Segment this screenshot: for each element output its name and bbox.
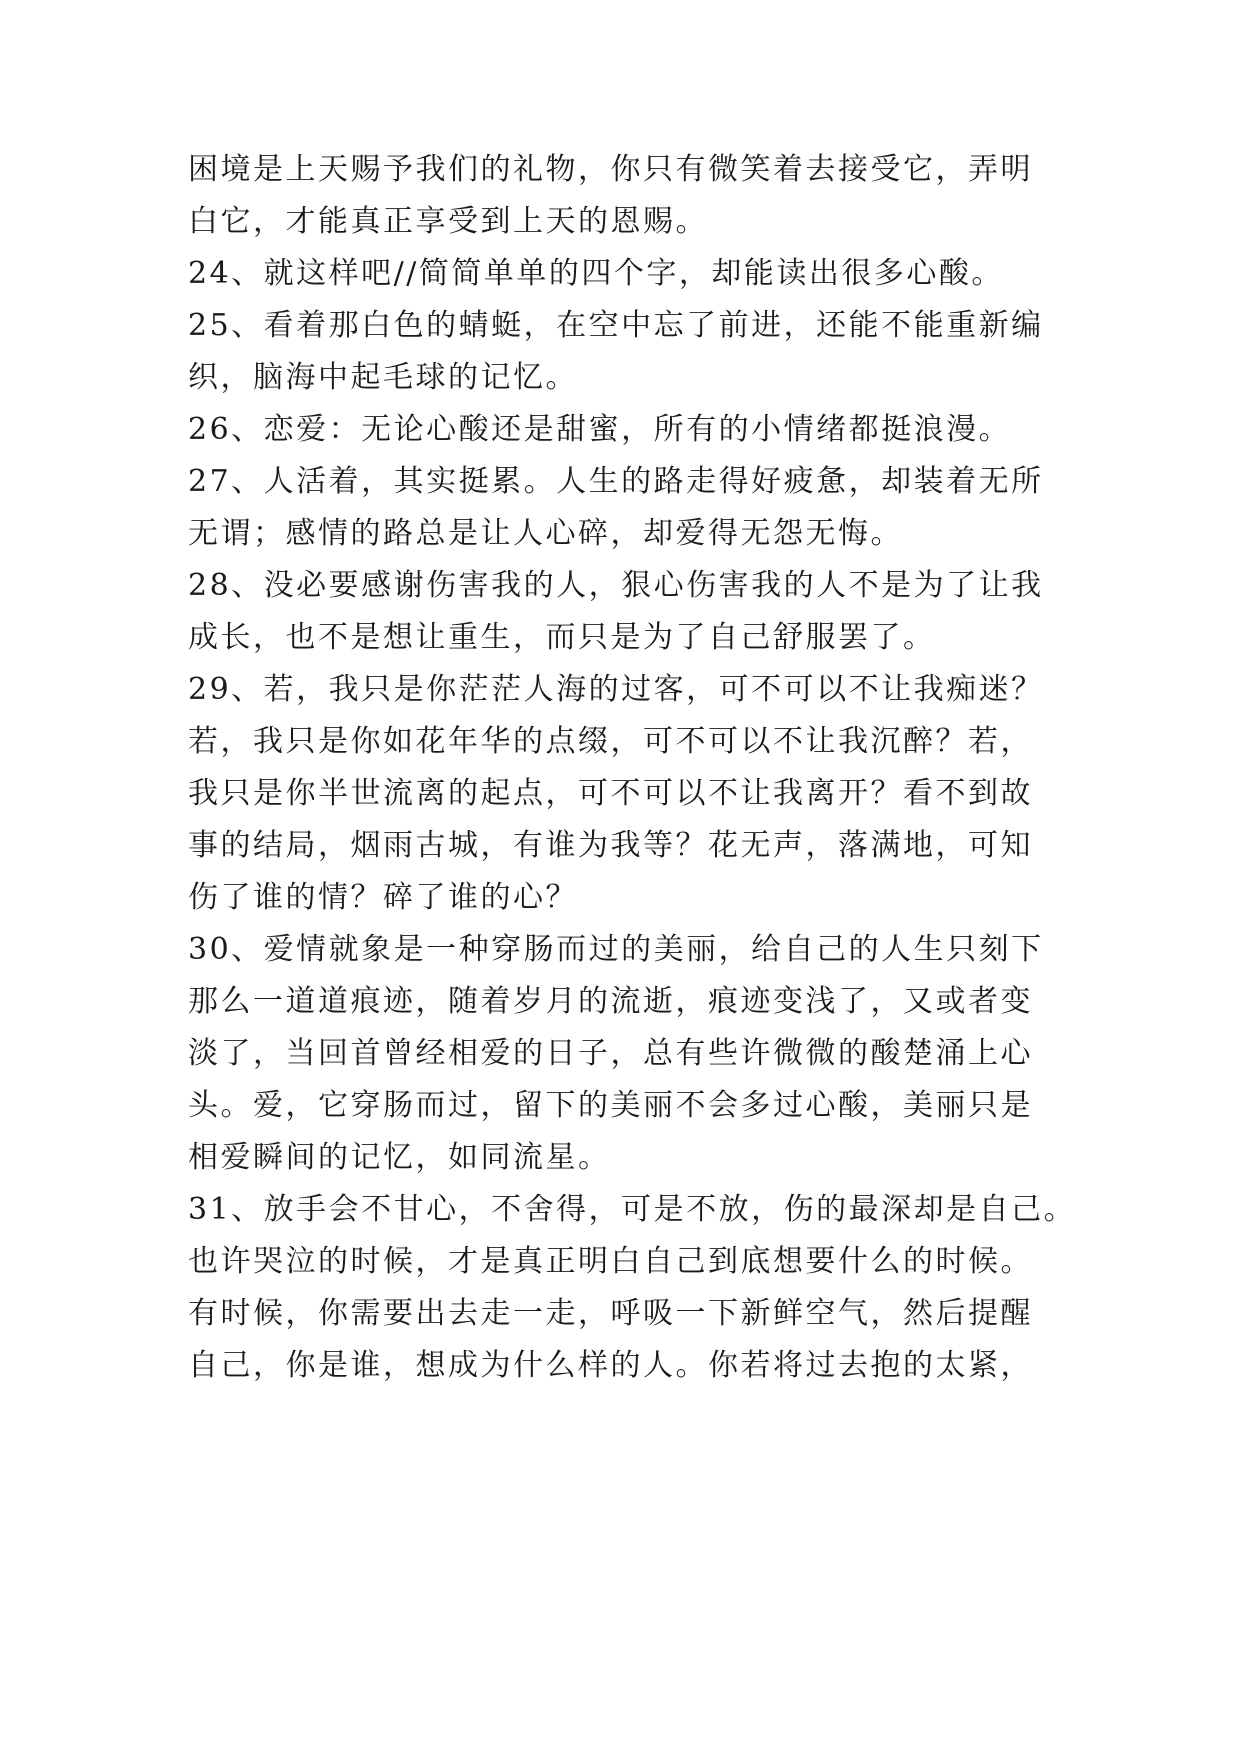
text-line: 25、看着那白色的蜻蜓，在空中忘了前进，还能不能重新编 [188,308,1044,343]
text-line: 28、没必要感谢伤害我的人，狠心伤害我的人不是为了让我 [188,568,1044,603]
text-line: 若，我只是你如花年华的点缀，可不可以不让我沉醉？若， [188,724,1033,759]
text-line: 自己，你是谁，想成为什么样的人。你若将过去抱的太紧， [188,1348,1033,1383]
text-line: 也许哭泣的时候，才是真正明白自己到底想要什么的时候。 [188,1244,1033,1279]
text-line: 相爱瞬间的记忆，如同流星。 [188,1140,611,1175]
text-line: 24、就这样吧//简简单单的四个字，却能读出很多心酸。 [188,256,1004,291]
text-line: 那么一道道痕迹，随着岁月的流逝，痕迹变浅了，又或者变 [188,984,1033,1019]
text-line: 27、人活着，其实挺累。人生的路走得好疲惫，却装着无所 [188,464,1044,499]
text-line: 有时候，你需要出去走一走，呼吸一下新鲜空气，然后提醒 [188,1296,1033,1331]
text-line: 困境是上天赐予我们的礼物，你只有微笑着去接受它，弄明 [188,152,1033,187]
text-line: 淡了，当回首曾经相爱的日子，总有些许微微的酸楚涌上心 [188,1036,1033,1071]
text-line: 30、爱情就象是一种穿肠而过的美丽，给自己的人生只刻下 [188,932,1044,967]
text-line: 无谓；感情的路总是让人心碎，却爱得无怨无悔。 [188,516,903,551]
text-line: 31、放手会不甘心，不舍得，可是不放，伤的最深却是自己。 [188,1192,1077,1227]
text-line: 26、恋爱：无论心酸还是甜蜜，所有的小情绪都挺浪漫。 [188,412,1012,447]
text-line: 成长，也不是想让重生，而只是为了自己舒服罢了。 [188,620,936,655]
text-line: 事的结局，烟雨古城，有谁为我等？花无声，落满地，可知 [188,828,1033,863]
text-line: 织，脑海中起毛球的记忆。 [188,360,578,395]
text-line: 我只是你半世流离的起点，可不可以不让我离开？看不到故 [188,776,1033,811]
text-line: 29、若，我只是你茫茫人海的过客，可不可以不让我痴迷？ [188,672,1044,707]
text-line: 伤了谁的情？碎了谁的心？ [188,880,578,915]
text-line: 头。爱，它穿肠而过，留下的美丽不会多过心酸，美丽只是 [188,1088,1033,1123]
text-line: 白它，才能真正享受到上天的恩赐。 [188,204,708,239]
